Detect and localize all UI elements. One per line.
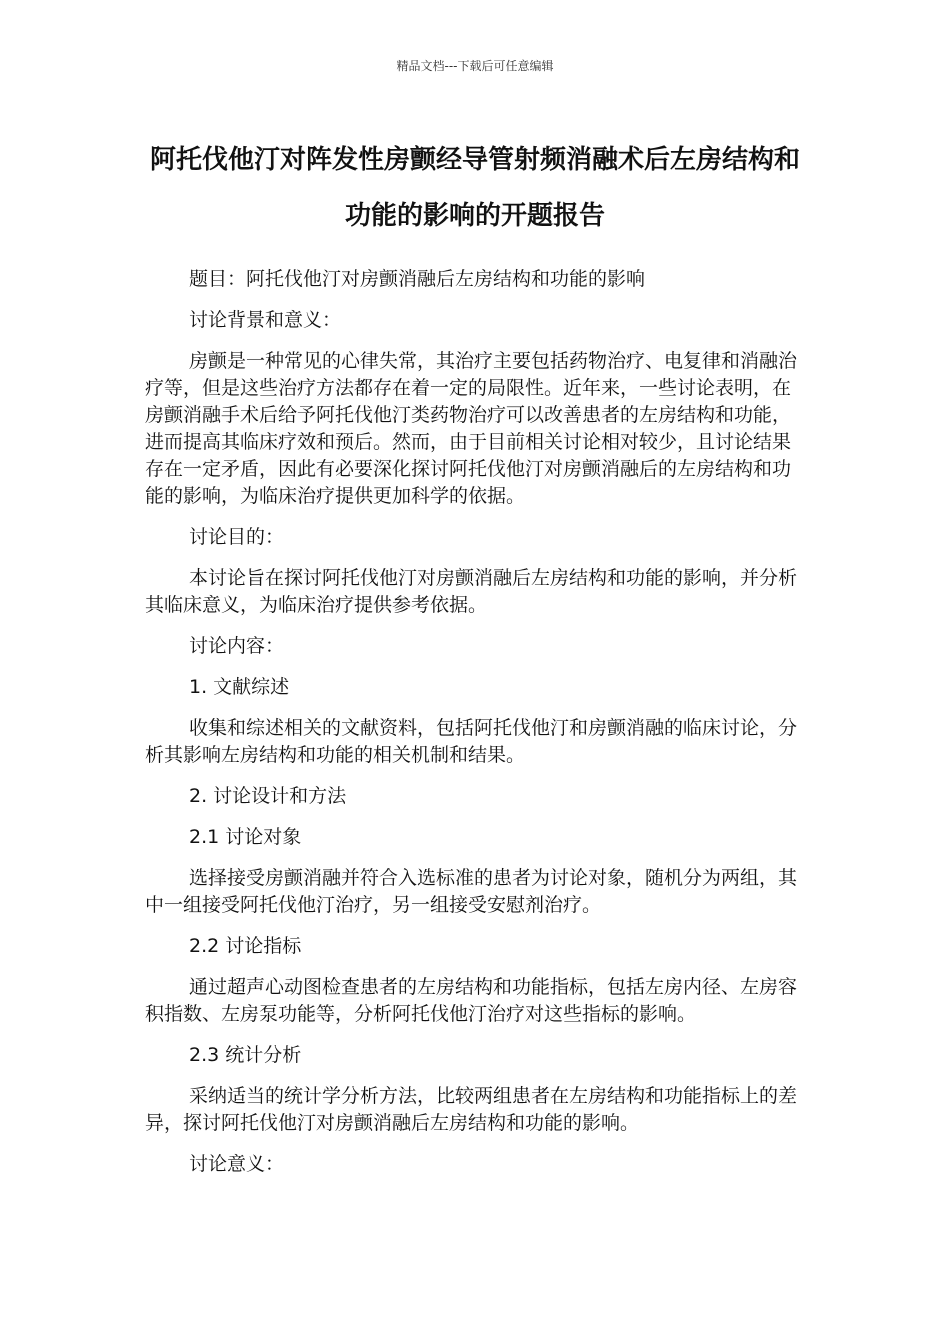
document-body [145,266,805,1192]
document-title: 阿托伐他汀对阵发性房颤经导管射频消融术后左房结构和功能的影响的开题报告 [149,145,800,231]
section-heading-significance: 讨论意义： [189,1153,285,1175]
paragraph-statistics: 采纳适当的统计学分析方法，比较两组患者在左房结构和功能指标上的差异，探讨阿托伐他汀对房颤消融后左房结构和功能的影响。 [145,1085,798,1134]
subheading-design-methods: 2. 讨论设计和方法 [189,785,347,807]
subheading-literature-review: 1. 文献综述 [189,676,290,698]
paragraph-purpose: 本讨论旨在探讨阿托伐他汀对房颤消融后左房结构和功能的影响，并分析其临床意义，为临床治疗提供参考依据。 [145,567,798,616]
subheading-indicators: 2.2 讨论指标 [189,935,302,957]
paragraph-subjects: 选择接受房颤消融并符合入选标准的患者为讨论对象，随机分为两组，其中一组接受阿托伐他汀治疗，另一组接受安慰剂治疗。 [145,867,798,916]
paragraph-background: 房颤是一种常见的心律失常，其治疗主要包括药物治疗、电复律和消融治疗等，但是这些治疗方法都存在着一定的局限性。近年来，一些讨论表明，在房颤消融手术后给予阿托伐他汀类药物治疗可以改善患者的左房结构和功能，进而提高其临床疗效和预后。然而，由于目前相关讨论相对较少，且讨论结果存在一定矛盾，因此有必要深化探讨阿托伐他汀对房颤消融后的左房结构和功能的影响，为临床治疗提供更加科学的依据。 [145,350,798,507]
subheading-statistics: 2.3 统计分析 [189,1044,302,1066]
subheading-subjects: 2.1 讨论对象 [189,826,302,848]
topic-line: 题目：阿托伐他汀对房颤消融后左房结构和功能的影响 [189,268,646,290]
paragraph-indicators: 通过超声心动图检查患者的左房结构和功能指标，包括左房内径、左房容积指数、左房泵功能等，分析阿托伐他汀治疗对这些指标的影响。 [145,976,798,1025]
section-heading-background: 讨论背景和意义： [189,309,342,331]
section-heading-purpose: 讨论目的： [189,526,285,548]
header-note: 精品文档---下载后可任意编辑 [396,59,554,73]
paragraph-literature-review: 收集和综述相关的文献资料，包括阿托伐他汀和房颤消融的临床讨论，分析其影响左房结构和功能的相关机制和结果。 [145,717,798,766]
section-heading-content: 讨论内容： [189,635,285,657]
